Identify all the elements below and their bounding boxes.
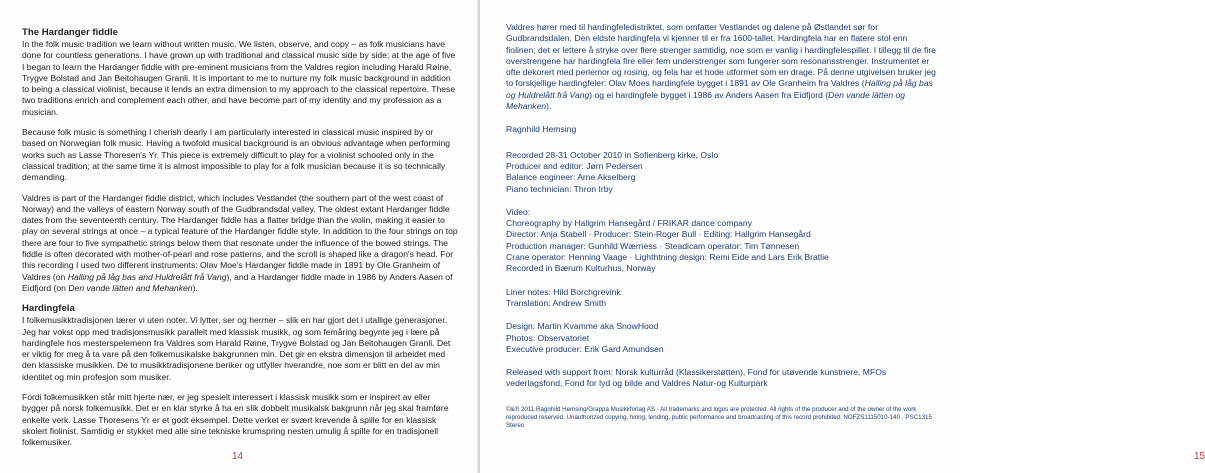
credit-line: Recorded in Bærum Kulturhus, Norway xyxy=(506,263,656,274)
norwegian-heading: Hardingfela xyxy=(22,303,75,315)
recording-credits xyxy=(506,150,938,195)
left-page xyxy=(0,0,480,473)
valdres-italic-1: Halling på låg bas and Huldrelått frå Vang xyxy=(67,271,227,282)
credit-line: Liner notes: Hild Borchgrevink xyxy=(506,286,621,297)
right-page xyxy=(480,0,1205,473)
norwegian-valdres-italic-2: Den vande lätten og Mehanken xyxy=(506,89,906,112)
english-paragraph-1: In the folk music tradition we learn without written music. We listen, observe, and copy – as folk musicians have done for countless generations. I have grown up with traditional and classical music side by side; at the age of five I began to learn the Hardanger fiddle with pre-eminent musicians from the Valdres region including Harald Røine, Trygve Bolstad and Jan Beitohaugen Granli. It is important to me to nurture my folk music background in addition to being a classical violinist, because it lends an extra dimension to my approach to the classical repertoire. These two traditions enrich and complement each other, and have become part of my identity and my profession as a musician. xyxy=(22,39,456,117)
english-heading: The Hardanger fiddle xyxy=(22,27,118,38)
signature: Ragnhild Hemsing xyxy=(506,124,577,135)
credit-line: Crane operator: Henning Vaage · Lighthtning design: Remi Eide and Lars Erik Bratlie xyxy=(506,252,829,263)
credit-line: Recorded 28-31 October 2010 in Sofienberg kirke, Oslo xyxy=(506,149,719,160)
credit-line: Video: xyxy=(506,206,531,217)
credit-line: Translation: Andrew Smith xyxy=(506,297,606,308)
video-credits xyxy=(506,207,938,275)
credit-line: Choreography by Hallgrim Hansegård / FRIKAR dance company xyxy=(506,218,752,229)
english-paragraph-2: Because folk music is something I cherish dearly I am particularly interested in classical music inspired by or based on Norwegian folk music. Having a twofold musical background is an obvious advantage when performing works such as Lasse Thoresen's Yr. This piece is extremely difficult to play for a violinist schooled only in the classical tradition; at the same time it is almost impossible to play for a folk musician because it is so technically demanding. xyxy=(22,127,451,183)
valdres-text-2: ), and a Hardanger fiddle made in 1986 by Anders Aasen of Eidfjord (on xyxy=(22,271,453,293)
credit-line: Design: Martin Kvamme aka SnowHood xyxy=(506,321,659,332)
design-credits xyxy=(506,321,938,355)
norwegian-valdres-text-3: ). xyxy=(546,101,552,112)
credit-line: Executive producer: Erik Gard Amundsen xyxy=(506,343,664,354)
credit-line: Producer and editor: Jørn Pedersen xyxy=(506,160,643,171)
norwegian-valdres-text-1: Valdres hører med til hardingfeledistriktet, som omfatter Vestlandet og dalene på Østlandet sør for Gudbrandsdalen. Den eldste hardingfela vi kjenner til er fra 1600-tallet. Hardingfela har en flatere stol enn fiolinen; det er lettere å stryke over flere strenger samtidig, noe som er vanlig i hardingfelespillet. I tillegg til de fire overstrengene har hardingfela fire eller fem understrenger som fungerer som resonansstrenger. Instrumentet er ofte dekorert med perlemor og rosing, og fela har et hode utformet som en drage. På denne utgivelsen bruker jeg to forskjellige hardingfeler: Olav Moes hardingfele bygget i 1891 av Ole Granheim fra Valdres ( xyxy=(506,22,936,89)
credit-line: Balance engineer: Arne Akselberg xyxy=(506,172,636,183)
valdres-italic-2: Den vande lätten and Mehanken xyxy=(68,282,193,293)
norwegian-paragraph-2: Fordi folkemusikken står mitt hjerte nær, er jeg spesielt interessert i klassisk musikk som er inspirert av eller bygger på norsk folkemusikk. Det er en klar styrke å ha en slik dobbelt musikalsk bakgrunn når jeg skal framføre enkelte verk. Lasse Thoresens Yr er et godt eksempel. Dette verket er svært krevende å spille for en klassisk skolert fiolinist. Samtidig er stykket med alle sine tekniske krumspring nesten umulig å spille for en tradisjonell folkemusiker. xyxy=(22,392,449,448)
credit-line: Photos: Observatoriet xyxy=(506,332,590,343)
copyright-notice: ©&℗ 2011 Ragnhild Hemsing/Grappa Musikkforlag AS · All trademarks and logos are protected. All rights of the producer and of the owner of the work reproduced reserved. Unauthorized copying, hiring, lending, public performance and broadcasting of this record prohibited. NOFZS1115010-140 · PSC1315 Stereo xyxy=(506,405,932,429)
norwegian-valdres-paragraph xyxy=(506,22,938,112)
page-number-right: 15 xyxy=(1194,451,1205,462)
norwegian-paragraph-1: I folkemusikktradisjonen lærer vi uten noter. Vi lytter, ser og hermer – slik en har gjort det i utallige generasjoner. Jeg har vokst opp med tradisjonsmusikk parallelt med klassisk musikk, og som femåring begynte jeg i lære på hardingfele hos mesterspelemenn fra Valdres som Harald Røine, Trygve Bolstad og Jan Beitohaugen Granli. Det er viktig for meg å ta vare på den folkemusikalske bakgrunnen min. Det gir en ekstra dimensjon til arbeidet med den klassiske musikken. De to musikktradisjonene beriker og utfyller hverandre, noe som er blitt en del av min identitet og min profesjon som musiker. xyxy=(22,315,451,382)
norwegian-valdres-text-2: ) og ei hardingfele bygget i 1986 av Anders Aasen fra Eidfjord ( xyxy=(589,89,829,100)
norwegian-valdres-italic-1: Halling på låg bas og Huldrelått frå Vang xyxy=(506,78,933,100)
valdres-text-3: ). xyxy=(192,282,198,293)
credit-line: Production manager: Gunhild Wærness · Steadicam operator: Tim Tønnesen xyxy=(506,240,800,251)
valdres-text-1: Valdres is part of the Hardanger fiddle district, which includes Vestlandet (the southern part of the west coast of Norway) and the valleys of eastern Norway south of the Gudbrandsdal valley. The oldest extant Hardanger fiddle dates from the seventeenth century. The Hardanger fiddle has a flatter bridge than the violin, making it easier to play on several strings at once – a typical feature of the Hardanger fiddle style. In addition to the four strings on top there are four to five sympathetic strings below them that resonate under the influence of the bowed strings. The fiddle is often decorated with mother-of-pearl and rose patterns, and the scroll is shaped like a dragon's head. For this recording I used two different instruments: Olav Moe's Hardanger fiddle made in 1891 by Ole Granheim of Valdres (on xyxy=(22,192,458,282)
support-credits: Released with support from: Norsk kulturråd (Klassikerstøtten), Fond for utøvende kunstnere, MFOs vederlagsfond, Fond for lyd og bilde and Valdres Natur-og Kulturpark xyxy=(506,367,887,389)
page-number-left: 14 xyxy=(232,451,244,462)
valdres-paragraph xyxy=(22,193,458,295)
notes-credits xyxy=(506,287,938,310)
credit-line: Piano technician: Thron Irby xyxy=(506,183,613,194)
credit-line: Director: Anja Stabell · Producer: Stein-Roger Bull · Editing: Hallgrim Hansegård xyxy=(506,229,811,240)
